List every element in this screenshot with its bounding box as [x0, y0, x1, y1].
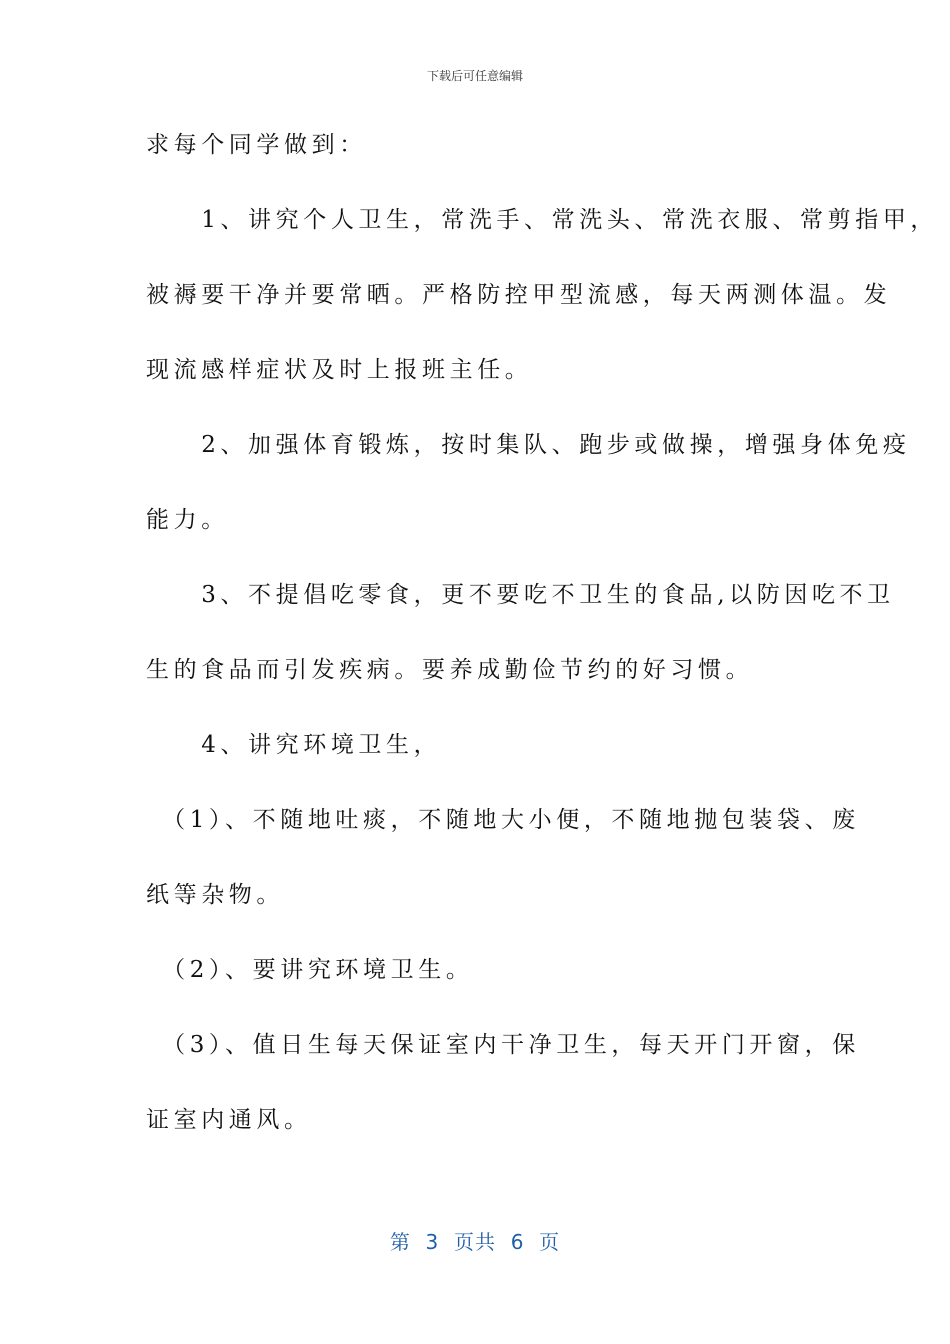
text-line: 能力。	[146, 507, 229, 533]
header-note: 下载后可任意编辑	[426, 69, 523, 83]
text-line: 4、讲究环境卫生，	[146, 732, 442, 758]
text-line: 3、不提倡吃零食，更不要吃不卫生的食品,以防因吃不卫	[146, 582, 895, 608]
text-line: 2、加强体育锻炼，按时集队、跑步或做操，增强身体免疫	[146, 432, 911, 458]
text-line: 现流感样症状及时上报班主任。	[146, 357, 533, 383]
text-line: 1、讲究个人卫生，常洗手、常洗头、常洗衣服、常剪指甲，	[146, 207, 939, 233]
text-line: 生的食品而引发疾病。要养成勤俭节约的好习惯。	[146, 657, 754, 683]
text-line: （1）、不随地吐痰，不随地大小便，不随地抛包装袋、废	[146, 807, 860, 833]
text-line: 证室内通风。	[146, 1107, 312, 1133]
text-line: 纸等杂物。	[146, 882, 284, 908]
text-line: 被褥要干净并要常晒。严格防控甲型流感，每天两测体温。发	[146, 282, 892, 308]
text-line: 求每个同学做到：	[146, 132, 367, 158]
page-number-footer: 第 3 页共 6 页	[389, 1230, 561, 1254]
text-line: （3）、值日生每天保证室内干净卫生，每天开门开窗，保	[146, 1032, 860, 1058]
text-line: （2）、要讲究环境卫生。	[146, 957, 474, 983]
